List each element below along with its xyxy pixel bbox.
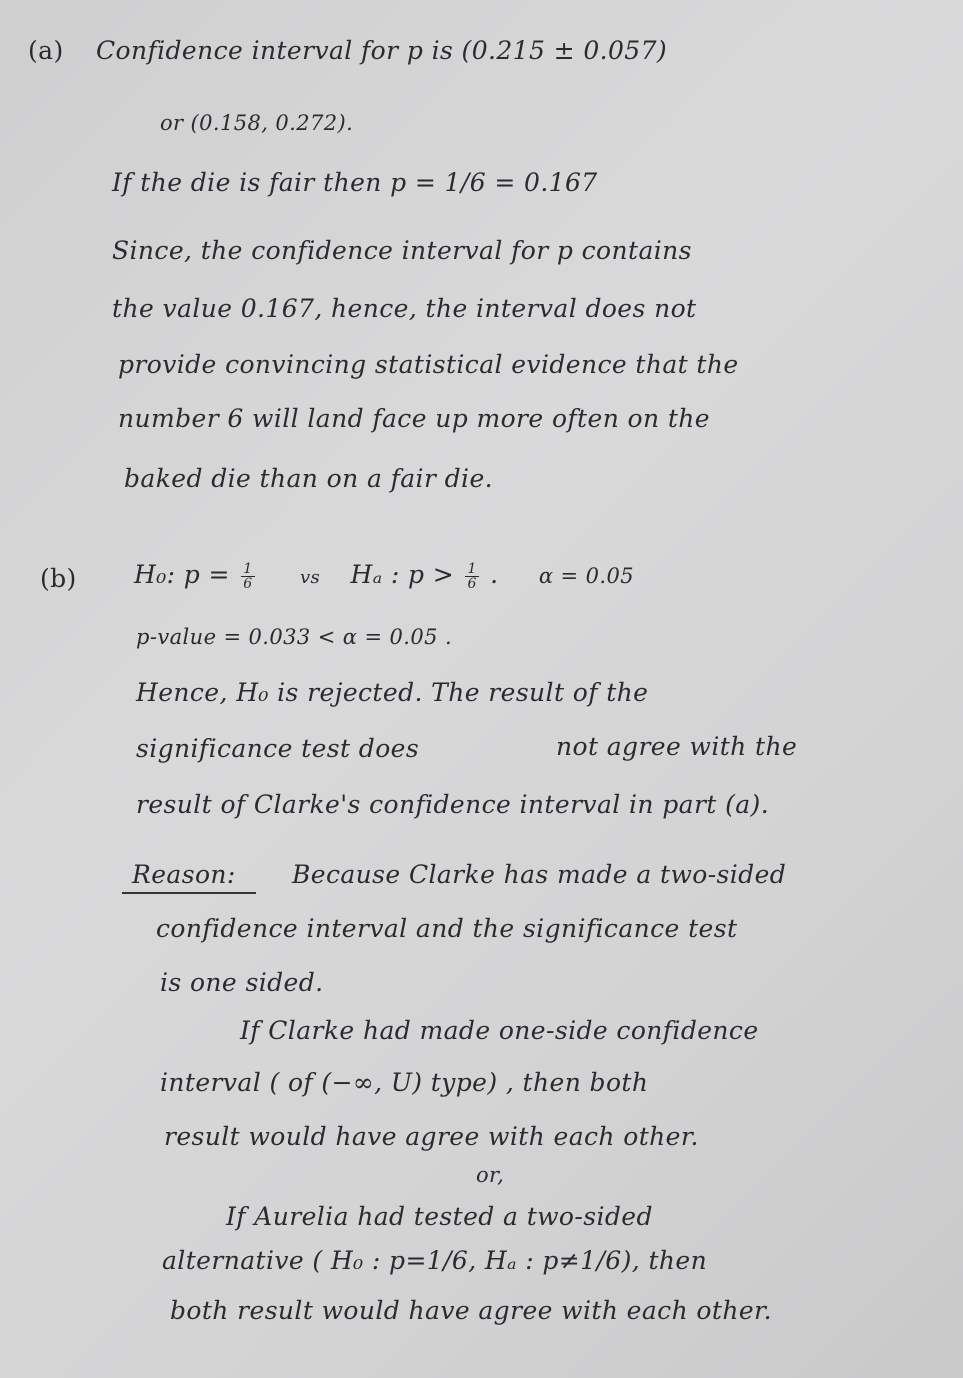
- part-a-line-1: Confidence interval for p is (0.215 ± 0.057): [96, 36, 668, 65]
- reason-label: Reason:: [132, 860, 236, 889]
- alpha-level: α = 0.05: [538, 564, 634, 588]
- reason-line-4: If Clarke had made one-side confidence: [240, 1016, 759, 1045]
- reason-line-7: If Aurelia had tested a two-sided: [226, 1202, 653, 1231]
- part-a-line-7: number 6 will land face up more often on the: [118, 404, 710, 433]
- part-b-label: (b): [40, 564, 77, 593]
- part-a-line-4: Since, the confidence interval for p contains: [112, 236, 692, 265]
- part-b-line-5: result of Clarke's confidence interval in part (a).: [136, 790, 770, 819]
- part-a-line-2: or (0.158, 0.272).: [160, 111, 354, 135]
- hypotheses-line: [134, 560, 634, 593]
- part-a-line-8: baked die than on a fair die.: [124, 464, 493, 493]
- p-value-line: p-value = 0.033 < α = 0.05 .: [136, 625, 453, 649]
- null-fraction: $\frac{1}{6}$: [243, 561, 253, 592]
- alternative-fraction: $\frac{1}{6}$: [467, 561, 477, 592]
- reason-underline: [122, 892, 256, 894]
- vs-text: vs: [299, 567, 321, 588]
- reason-line-3: is one sided.: [160, 968, 324, 997]
- reason-line-9: both result would have agree with each other.: [170, 1296, 772, 1325]
- null-hypothesis: H₀: p =: [134, 560, 230, 589]
- reason-line-2: confidence interval and the significance test: [156, 914, 738, 943]
- reason-or: or,: [476, 1163, 505, 1187]
- alternative-hypothesis: Hₐ : p >: [350, 560, 455, 589]
- part-b-line-4b: not agree with the: [556, 732, 798, 761]
- part-b-line-4a: significance test does: [136, 734, 420, 763]
- part-b-line-3: Hence, H₀ is rejected. The result of the: [136, 678, 649, 707]
- reason-line-1: Because Clarke has made a two-sided: [292, 860, 787, 889]
- reason-line-6: result would have agree with each other.: [164, 1122, 699, 1151]
- part-a-line-6: provide convincing statistical evidence that the: [118, 350, 739, 379]
- part-a-line-5: the value 0.167, hence, the interval does not: [112, 294, 697, 323]
- reason-line-5: interval ( of (−∞, U) type) , then both: [160, 1068, 649, 1097]
- part-a-label: (a): [28, 36, 64, 65]
- part-a-line-3: If the die is fair then p = 1/6 = 0.167: [112, 168, 598, 197]
- reason-line-8: alternative ( H₀ : p=1/6, Hₐ : p≠1/6), then: [162, 1246, 708, 1275]
- hypothesis-period: .: [490, 560, 499, 589]
